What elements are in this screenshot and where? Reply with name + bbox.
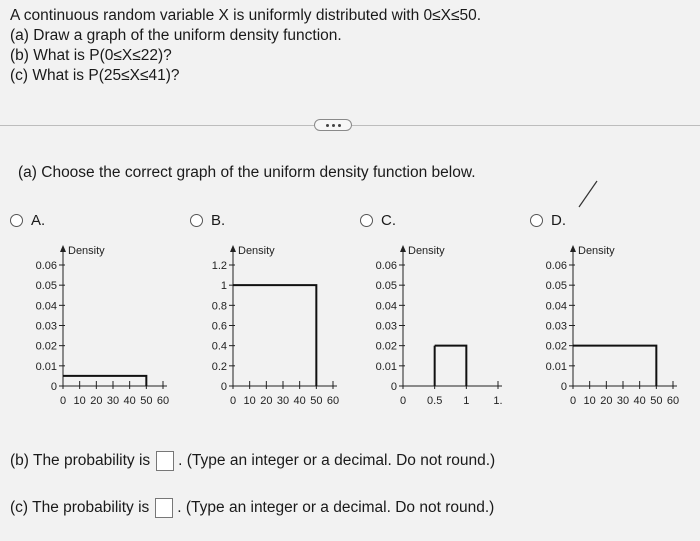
y-tick-label: 0 (560, 381, 567, 393)
density-chart (188, 240, 338, 415)
x-tick-label: 1 (463, 395, 470, 407)
x-tick-label: 10 (583, 395, 596, 407)
y-tick-label: 0.6 (211, 320, 227, 333)
density-chart (528, 240, 678, 415)
y-tick-label: 0.01 (375, 360, 397, 373)
x-tick-label: 30 (106, 395, 120, 407)
density-chart (18, 240, 168, 415)
y-tick-label: 0 (50, 381, 57, 393)
graph-option-b (188, 240, 338, 415)
y-axis-label: Density (408, 245, 445, 257)
question-line-1: A continuous random variable X is uniformly distributed with 0≤X≤50. (10, 7, 482, 24)
answer-b-input[interactable] (156, 451, 174, 471)
x-tick-label: 50 (140, 395, 153, 407)
option-d-label: D. (551, 212, 566, 229)
y-tick-label: 0.02 (375, 340, 397, 353)
x-tick-label: 60 (326, 395, 340, 407)
x-tick-label: 50 (650, 395, 663, 407)
y-tick-label: 0.05 (375, 280, 397, 293)
y-tick-label: 0.05 (545, 280, 567, 293)
x-tick-label: 0.5 (427, 395, 443, 407)
y-tick-label: 0.03 (545, 320, 567, 333)
y-tick-label: 0.8 (211, 300, 227, 313)
dot-icon (332, 124, 335, 127)
radio-option-a[interactable] (10, 214, 23, 227)
y-tick-label: 0.05 (35, 280, 57, 293)
y-tick-label: 0.02 (35, 340, 57, 353)
answer-b-row (10, 451, 495, 471)
y-tick-label: 0.03 (35, 320, 57, 333)
radio-option-c[interactable] (360, 214, 373, 227)
x-tick-label: 0 (569, 395, 577, 407)
answer-c-row (10, 498, 494, 518)
y-tick-label: 1 (220, 280, 227, 293)
y-tick-label: 0 (220, 381, 227, 393)
x-tick-label: 60 (156, 395, 170, 407)
x-tick-label: 20 (260, 395, 273, 407)
answer-c-input[interactable] (155, 498, 173, 518)
radio-option-b[interactable] (190, 214, 203, 227)
dot-icon (326, 124, 329, 127)
y-tick-label: 0.01 (35, 360, 57, 373)
density-chart (358, 240, 508, 415)
answer-c-hint: . (Type an integer or a decimal. Do not round.) (177, 499, 495, 516)
dot-icon (338, 124, 341, 127)
y-tick-label: 0.02 (545, 340, 567, 353)
x-tick-label: 40 (293, 395, 306, 407)
option-d[interactable] (530, 212, 566, 229)
question-line-4: (c) What is P(25≤X≤41)? (10, 67, 180, 84)
answer-b-hint: . (Type an integer or a decimal. Do not round.) (178, 452, 496, 469)
option-b-label: B. (211, 212, 226, 229)
graph-option-d (528, 240, 678, 415)
answer-c-label: (c) The probability is (10, 499, 150, 516)
x-tick-label: 30 (276, 395, 290, 407)
y-tick-label: 0.03 (375, 320, 397, 333)
part-a-prompt: (a) Choose the correct graph of the uniform density function below. (18, 164, 476, 181)
y-axis-arrow-icon (60, 245, 66, 252)
y-tick-label: 0.04 (35, 300, 57, 313)
y-axis-label: Density (238, 245, 275, 257)
radio-option-d[interactable] (530, 214, 543, 227)
density-line (233, 285, 316, 386)
y-tick-label: 0.06 (545, 260, 567, 272)
y-tick-label: 0.2 (211, 360, 227, 373)
option-c[interactable] (360, 212, 396, 229)
x-tick-label: 0 (399, 395, 407, 407)
graph-option-a (18, 240, 168, 415)
y-tick-label: 0.06 (375, 260, 397, 272)
x-tick-label: 0 (229, 395, 237, 407)
x-tick-label: 40 (633, 395, 646, 407)
y-tick-label: 0.06 (35, 260, 57, 272)
y-tick-label: 0.01 (545, 360, 567, 373)
x-tick-label: 30 (616, 395, 630, 407)
question-text (10, 6, 481, 86)
option-a[interactable] (10, 212, 45, 229)
y-axis-label: Density (578, 245, 615, 257)
question-line-2: (a) Draw a graph of the uniform density function. (10, 27, 342, 44)
graph-option-c (358, 240, 508, 415)
y-tick-label: 0.4 (211, 340, 227, 353)
x-tick-label: 10 (243, 395, 256, 407)
more-options-button[interactable] (314, 119, 352, 131)
x-tick-label: 40 (123, 395, 136, 407)
answer-b-label: (b) The probability is (10, 452, 151, 469)
y-tick-label: 0.04 (375, 300, 397, 313)
x-tick-label: 20 (600, 395, 613, 407)
x-tick-label: 10 (73, 395, 86, 407)
pencil-mark-icon (578, 180, 598, 208)
x-tick-label: 50 (310, 395, 323, 407)
question-line-3: (b) What is P(0≤X≤22)? (10, 47, 172, 64)
y-tick-label: 0.04 (545, 300, 567, 313)
option-a-label: A. (31, 212, 46, 229)
density-line (435, 346, 467, 386)
x-tick-label: 0 (59, 395, 67, 407)
x-tick-label: 60 (666, 395, 680, 407)
y-axis-arrow-icon (230, 245, 236, 252)
y-axis-arrow-icon (400, 245, 406, 252)
x-tick-label: 1. (493, 395, 503, 407)
y-axis-label: Density (68, 245, 105, 257)
x-tick-label: 20 (90, 395, 103, 407)
density-line (63, 376, 146, 386)
y-tick-label: 1.2 (211, 260, 227, 272)
option-b[interactable] (190, 212, 225, 229)
y-axis-arrow-icon (570, 245, 576, 252)
option-c-label: C. (381, 212, 396, 229)
density-line (573, 346, 656, 386)
y-tick-label: 0 (390, 381, 397, 393)
